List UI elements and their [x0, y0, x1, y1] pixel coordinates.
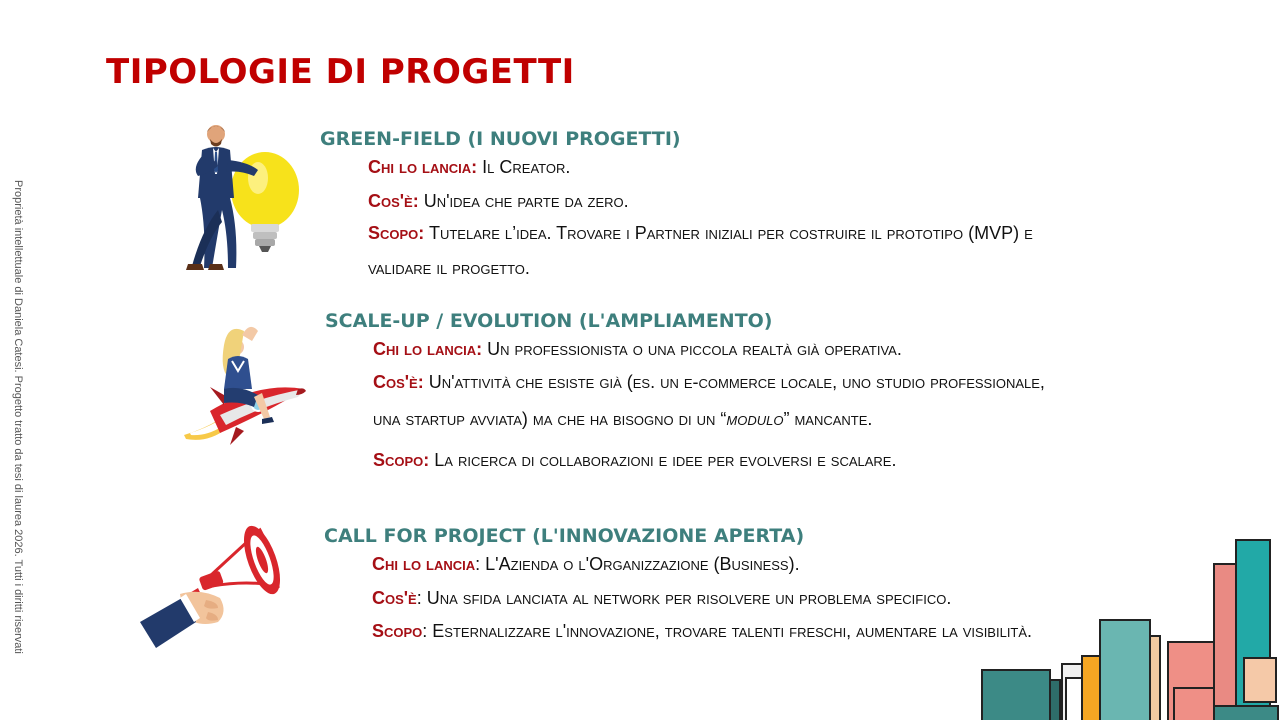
goal-text: : Esternalizzare l'innovazione, trovare talenti freschi, aumentare la visibilità.	[422, 621, 1033, 641]
goal-line	[368, 216, 1070, 286]
section-body	[373, 338, 1073, 471]
who-text: Il Creator.	[477, 157, 571, 177]
what-italic-text: modulo	[726, 408, 784, 429]
who-text: Un professionista o una piccola realtà già operativa.	[482, 339, 902, 359]
goal-line	[372, 615, 1074, 647]
who-text: : L'Azienda o l'Organizzazione (Business).	[475, 554, 800, 574]
section-call-for-project	[324, 525, 1074, 658]
copyright-note: Proprietà intellettuale di Daniela Catesi. Progetto tratto da tesi di laurea 2026. Tutti i diritti riservati	[12, 180, 24, 654]
who-label: Chi lo lancia:	[368, 157, 478, 177]
section-green-field	[320, 128, 1070, 297]
goal-label: Scopo	[372, 621, 423, 641]
what-text: Un'idea che parte da zero.	[418, 190, 629, 211]
what-label: Cos'è:	[368, 190, 419, 211]
what-line	[368, 190, 1070, 213]
section-body	[372, 553, 1074, 647]
section-heading: CALL FOR PROJECT (L'INNOVAZIONE APERTA)	[324, 525, 805, 547]
goal-line	[373, 449, 1073, 472]
city-skyline-decoration	[978, 538, 1280, 720]
section-scale-up	[325, 310, 1073, 482]
megaphone-hand-illustration	[140, 520, 288, 652]
woman-rocket-illustration	[180, 315, 308, 455]
section-body	[368, 156, 1070, 286]
what-line	[373, 364, 1073, 438]
what-text-end: ” mancante.	[783, 408, 873, 429]
section-heading: GREEN-FIELD (I NUOVI PROGETTI)	[320, 128, 681, 150]
page-title: TIPOLOGIE DI PROGETTI	[106, 52, 575, 92]
who-label: Chi lo lancia:	[373, 339, 483, 359]
what-text: : Una sfida lanciata al network per risolvere un problema specifico.	[416, 587, 952, 608]
goal-text: Tutelare l’idea. Trovare i Partner iniziali per costruire il prototipo (MVP) e validare il progetto.	[368, 223, 1033, 278]
who-line	[372, 553, 1074, 576]
who-label: Chi lo lancia	[372, 554, 476, 574]
goal-label: Scopo:	[373, 449, 430, 470]
who-line	[368, 156, 1070, 179]
businessman-lightbulb-illustration	[180, 120, 305, 278]
goal-text: La ricerca di collaborazioni e idee per evolversi e scalare.	[429, 449, 897, 470]
section-heading: SCALE-UP / EVOLUTION (L'AMPLIAMENTO)	[325, 310, 773, 332]
goal-label: Scopo:	[368, 223, 425, 243]
what-text: Un'attività che esiste già (es. un e-commerce locale, uno studio professionale, una startup avviata) ma che ha bisogno di un “	[373, 371, 1045, 429]
who-line	[373, 338, 1073, 361]
what-label: Cos'è	[372, 587, 417, 608]
what-line	[372, 587, 1074, 610]
what-label: Cos'è:	[373, 371, 424, 392]
